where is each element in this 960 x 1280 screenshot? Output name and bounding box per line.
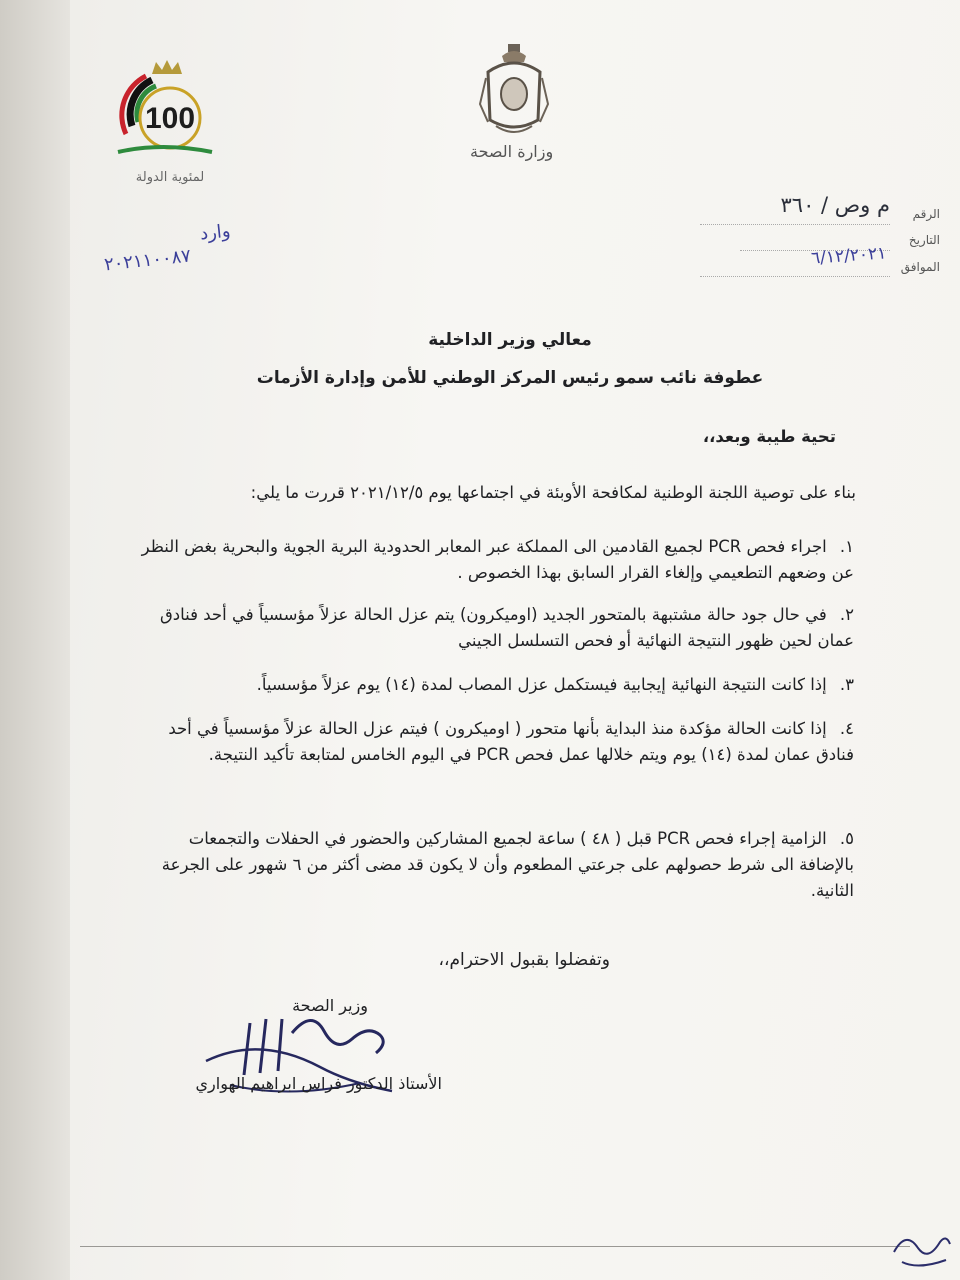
jordan-crest-icon bbox=[478, 42, 550, 142]
centennial-caption: لمئوية الدولة bbox=[135, 170, 205, 185]
recipient-line-2: عطوفة نائب سمو رئيس المركز الوطني للأمن وإدارة الأزمات bbox=[256, 368, 764, 388]
page-edge-shadow bbox=[0, 0, 70, 1280]
item-number: ١. bbox=[839, 537, 854, 556]
intro-paragraph: بناء على توصية اللجنة الوطنية لمكافحة الأوبئة في اجتماعها يوم ٢٠٢١/١٢/٥ قررت ما يلي: bbox=[250, 483, 856, 502]
decision-item-1 bbox=[134, 534, 854, 586]
decision-item-4 bbox=[134, 716, 854, 768]
greeting: تحية طيبة وبعد،، bbox=[702, 427, 836, 446]
item-text: الزامية إجراء فحص PCR قبل ( ٤٨ ) ساعة لجميع المشاركين والحضور في الحفلات والتجمعات بالإضافة الى شرط حصولهم على جرعتي المطعوم وأن لا يكون قد مضى أكثر من ٦ شهور على الجرعة الثانية. bbox=[161, 829, 854, 900]
handwritten-reference: ٢٠٢١١٠٠٨٧ bbox=[103, 245, 192, 276]
decision-item-5 bbox=[134, 826, 854, 904]
item-text: اجراء فحص PCR لجميع القادمين الى المملكة عبر المعابر الحدودية البرية الجوية والبحرية بغض النظر عن وضعهم التطعيمي وإلغاء القرار السابق بهذا الخصوص . bbox=[141, 537, 854, 582]
signature-title: وزير الصحة bbox=[292, 996, 368, 1015]
signatory-name: الأستاذ الدكتور فراس ابراهيم الهواري bbox=[195, 1074, 442, 1093]
centennial-logo-icon bbox=[112, 56, 222, 166]
closing-text: وتفضلوا بقبول الاحترام،، bbox=[438, 950, 610, 970]
handwritten-note: وارد bbox=[198, 220, 232, 245]
number-value: م وص / ٣٦٠ bbox=[780, 193, 890, 217]
number-label: الرقم bbox=[912, 207, 940, 221]
item-text: إذا كانت الحالة مؤكدة منذ البداية بأنها متحور ( اوميكرون ) فيتم عزل الحالة عزلاً مؤسسياً في أحد فنادق عمان لمدة (١٤) يوم ويتم خلالها عمل فحص PCR في اليوم الخامس لمتابعة تأكيد النتيجة. bbox=[168, 719, 854, 764]
corresponding-value: ٦/١٢/٢٠٢١ bbox=[810, 243, 887, 269]
item-text: في حال جود حالة مشتبهة بالمتحور الجديد (اوميكرون) يتم عزل الحالة عزلاً مؤسسياً في أحد فنادق عمان لحين ظهور النتيجة النهائية أو فحص التسلسل الجيني bbox=[159, 605, 854, 650]
initials-scribble-icon bbox=[888, 1222, 954, 1272]
ministry-name: وزارة الصحة bbox=[470, 142, 554, 161]
number-underline bbox=[700, 224, 890, 225]
corresponding-underline bbox=[700, 276, 890, 277]
corresponding-label: الموافق bbox=[900, 260, 940, 274]
footer-divider bbox=[80, 1246, 910, 1247]
date-label: التاريخ bbox=[908, 233, 940, 247]
item-number: ٢. bbox=[839, 605, 854, 624]
item-number: ٤. bbox=[839, 719, 854, 738]
decision-item-3 bbox=[134, 672, 854, 698]
recipient-line-1: معالي وزير الداخلية bbox=[428, 330, 592, 350]
centennial-number: 100 bbox=[144, 102, 196, 135]
item-number: ٣. bbox=[839, 675, 854, 694]
item-number: ٥. bbox=[839, 829, 854, 848]
decision-item-2 bbox=[134, 602, 854, 654]
item-text: إذا كانت النتيجة النهائية إيجابية فيستكمل عزل المصاب لمدة (١٤) يوم عزلاً مؤسسياً. bbox=[256, 675, 827, 694]
